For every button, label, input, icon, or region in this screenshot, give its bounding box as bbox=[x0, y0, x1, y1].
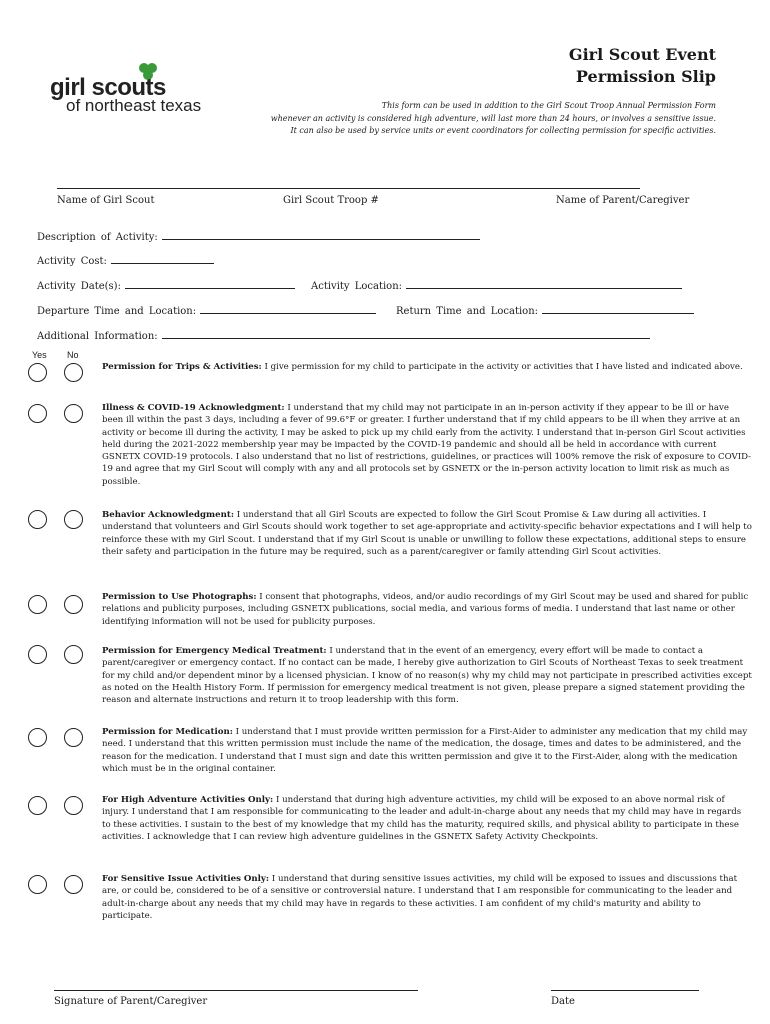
dates-input[interactable] bbox=[125, 279, 295, 289]
sensitive-no-radio[interactable] bbox=[64, 875, 83, 894]
additional-info-field: Additional Information: bbox=[37, 329, 650, 342]
photographs-yes-radio[interactable] bbox=[28, 595, 47, 614]
medication-yes-radio[interactable] bbox=[28, 728, 47, 747]
permission-emergency-medical: Permission for Emergency Medical Treatment: I understand that in the event of an emergency, every effort will be made to contact a parent/caregiver or emergency contact. If no contact can be made, I hereby give authorization to Girl Scouts of Northeast Texas to seek treatment for my child and/or dependent minor by a licensed physician. I know of no reason(s) why my child may not participate in prescribed activities except as noted on the Health History Form. If permission for emergency medical treatment is not given, please prepare a signed statement providing the reason and alternate instructions and return it to troop leadership with this form. bbox=[102, 646, 752, 706]
permission-sensitive-issues: For Sensitive Issue Activities Only: I understand that during sensitive issues activities, my child will be exposed to issues and discussions that are, or could be, considered to be of a sensitive or controversial nature. I understand that I am responsible for communicating to the leader and adult-in-charge about any needs that my child may have in regards to these activities. I am confident of my child's maturity and ability to participate. bbox=[102, 874, 738, 921]
trips-yes-radio[interactable] bbox=[28, 363, 47, 382]
signature-line[interactable] bbox=[54, 990, 418, 991]
trips-no-radio[interactable] bbox=[64, 363, 83, 382]
permission-trips: Permission for Trips & Activities: I give permission for my child to participate in the activity or activities that I have listed and indicated above. bbox=[102, 362, 743, 372]
medical-yes-radio[interactable] bbox=[28, 645, 47, 664]
location-field: Activity Location: bbox=[311, 279, 682, 292]
cost-input[interactable] bbox=[111, 254, 214, 264]
permission-behavior: Behavior Acknowledgment: I understand that all Girl Scouts are expected to follow the Girl Scout Promise & Law during all activities. I understand that volunteers and Girl Scouts should work together to set age-appropriate and activity-specific behavior expectations and I will help to reinforce these with my Girl Scout. I understand that if my Girl Scout is unable or unwilling to follow these expectations, additional steps to ensure their safety and participation in the future may be required, such as a parent/caregiver or family attending Girl Scout activities. bbox=[102, 510, 752, 557]
high-adventure-yes-radio[interactable] bbox=[28, 796, 47, 815]
cost-field: Activity Cost: bbox=[37, 254, 214, 267]
sensitive-yes-radio[interactable] bbox=[28, 875, 47, 894]
date-label: Date bbox=[551, 996, 575, 1007]
permission-photographs: Permission to Use Photographs: I consent that photographs, videos, and/or audio recordings of my Girl Scout may be used and shared for public relations and publicity purposes, including GSNETX publications, social media, and various forms of media. I understand that last name or other identifying information will not be used for publicity purposes. bbox=[102, 592, 749, 627]
yes-column-header: Yes bbox=[32, 350, 47, 360]
permission-medication: Permission for Medication: I understand that I must provide written permission for a First-Aider to administer any medication that my child may need. I understand that this written permission must include the name of the medication, the dosage, times and dates to be administered, and the reason for the medication. I understand that I must sign and date this written permission and give it to the First-Aider, along with the medication which must be in the original container. bbox=[102, 727, 748, 774]
date-line[interactable] bbox=[551, 990, 699, 991]
logo-line1: girl scouts bbox=[50, 74, 166, 101]
intro-text: This form can be used in addition to the Girl Scout Troop Annual Permission Form whenever an activity is considered high adventure, will last more than 24 hours, or involves a sensitive issue. It can also be used by service units or event coordinators for collecting permission for specific activities. bbox=[270, 101, 716, 135]
signature-label: Signature of Parent/Caregiver bbox=[54, 996, 208, 1007]
high-adventure-no-radio[interactable] bbox=[64, 796, 83, 815]
permission-illness-covid: Illness & COVID-19 Acknowledgment: I understand that my child may not participate in an in-person activity if they appear to be ill or have been ill within the past 3 days, including a fever of 99.6°F or greater. I further understand that if my child appears to be ill when they arrive at an activity or become ill during the activity, I may be asked to pick up my child early from the activity. I understand that in-person Girl Scout activities held during the 2021-2022 membership year may be impacted by the COVID-19 pandemic and should all be held in accordance with current GSNETX COVID-19 protocols. I also understand that no list of restrictions, guidelines, or practices will 100% remove the risk of exposure to COVID-19 and agree that my Girl Scout will comply with any and all protocols set by GSNETX or the in-person activity location to limit risk as much as possible. bbox=[102, 403, 752, 487]
behavior-no-radio[interactable] bbox=[64, 510, 83, 529]
departure-input[interactable] bbox=[200, 304, 376, 314]
departure-field: Departure Time and Location: bbox=[37, 304, 376, 317]
additional-info-input[interactable] bbox=[162, 329, 650, 339]
logo-line2: of northeast texas bbox=[66, 96, 202, 115]
medical-no-radio[interactable] bbox=[64, 645, 83, 664]
description-field: Description of Activity: bbox=[37, 230, 480, 243]
names-underline[interactable] bbox=[57, 188, 640, 189]
no-column-header: No bbox=[67, 350, 79, 360]
dates-field: Activity Date(s): bbox=[37, 279, 295, 292]
illness-no-radio[interactable] bbox=[64, 404, 83, 423]
behavior-yes-radio[interactable] bbox=[28, 510, 47, 529]
location-input[interactable] bbox=[406, 279, 682, 289]
troop-number-label: Girl Scout Troop # bbox=[283, 195, 379, 206]
name-of-girl-scout-label: Name of Girl Scout bbox=[57, 195, 155, 206]
medication-no-radio[interactable] bbox=[64, 728, 83, 747]
return-input[interactable] bbox=[542, 304, 694, 314]
return-field: Return Time and Location: bbox=[396, 304, 694, 317]
parent-name-label: Name of Parent/Caregiver bbox=[556, 195, 690, 206]
illness-yes-radio[interactable] bbox=[28, 404, 47, 423]
photographs-no-radio[interactable] bbox=[64, 595, 83, 614]
permission-high-adventure: For High Adventure Activities Only: I understand that during high adventure activities, my child will be exposed to an above normal risk of injury. I understand that I am responsible for communicating to the leader and adult-in-charge about any needs that my child may have in regards to these activities. I sustain to the best of my knowledge that my child has the maturity, required skills, and physical ability to participate in these activities. I acknowledge that I can review high adventure guidelines in the GSNETX Safety Activity Checkpoints. bbox=[102, 795, 742, 842]
description-input[interactable] bbox=[162, 230, 480, 240]
page-title: Girl Scout Event Permission Slip bbox=[568, 45, 716, 86]
